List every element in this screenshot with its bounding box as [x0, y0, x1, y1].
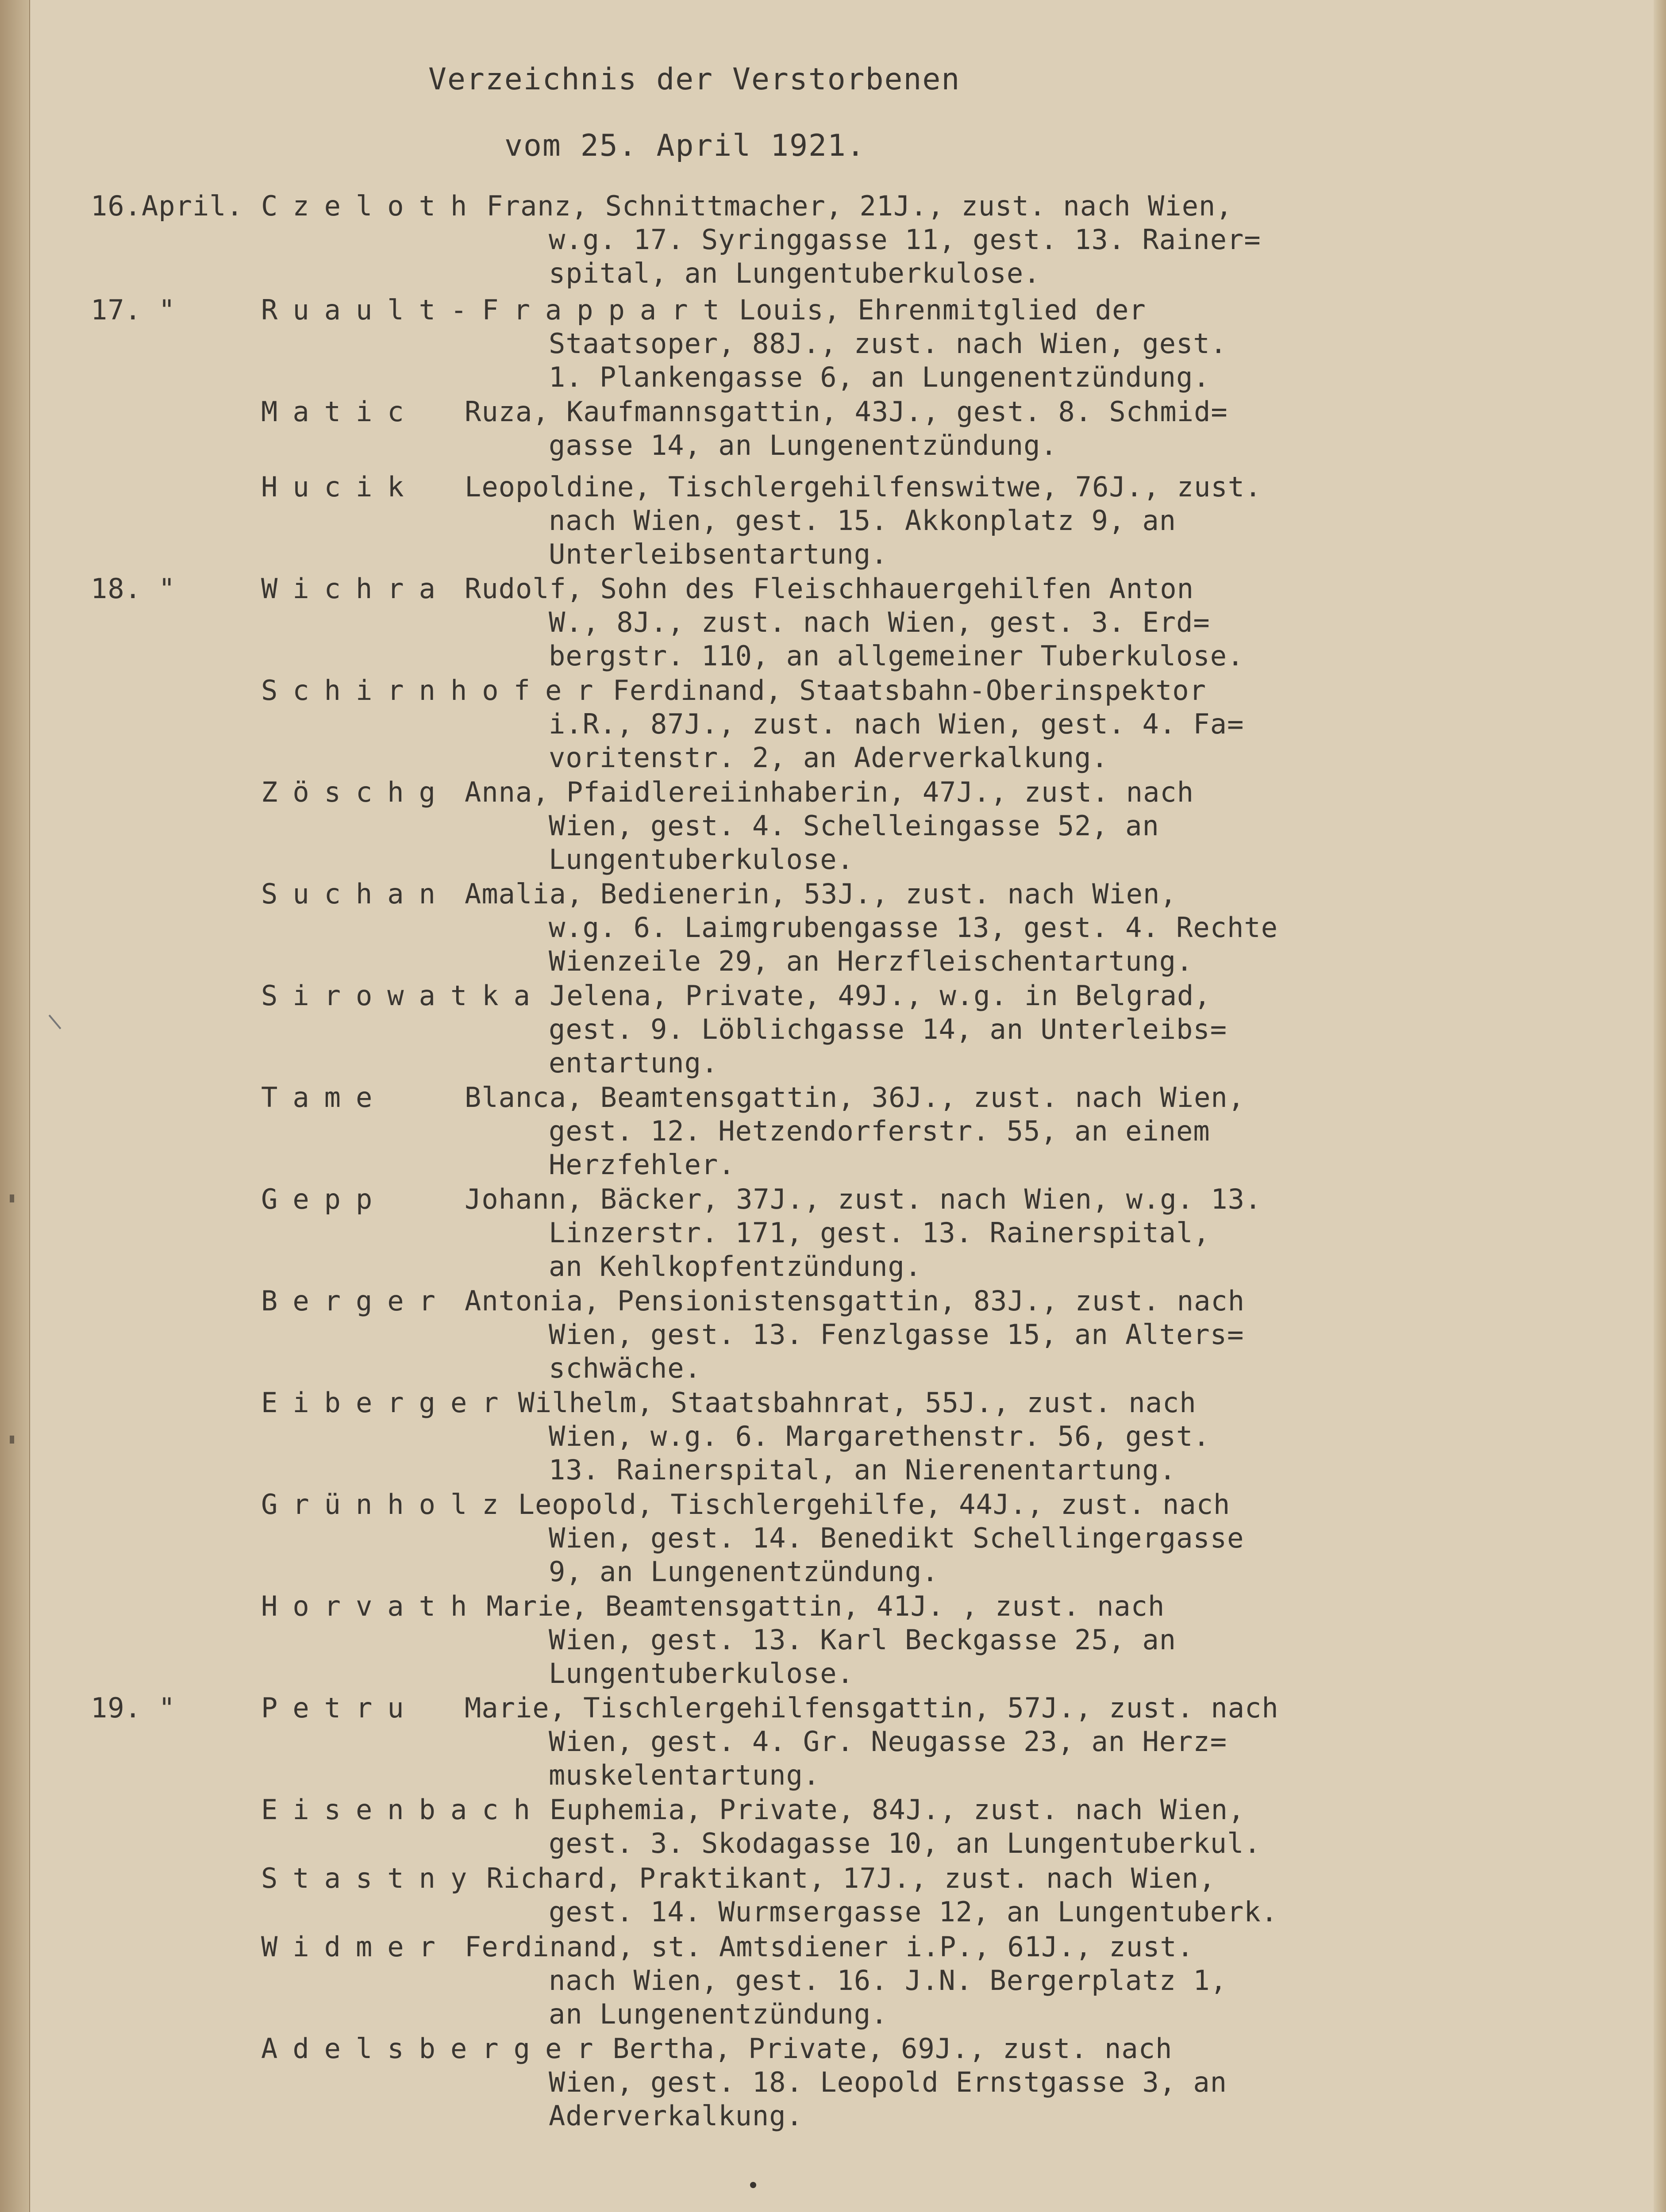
entry-text-line: Linzerstr. 171, gest. 13. Rainerspital,: [549, 1217, 1210, 1249]
entry-text-line: Bertha, Private, 69J., zust. nach: [612, 2032, 1173, 2065]
entry-text-line: Unterleibsentartung.: [549, 538, 888, 570]
entry-surname: Hucik: [261, 471, 419, 503]
entry-text-line: Lungentuberkulose.: [549, 843, 854, 876]
entry-text-line: i.R., 87J., zust. nach Wien, gest. 4. Fa=: [549, 708, 1244, 740]
margin-tick: [49, 1014, 62, 1029]
entry-text-line: Herzfehler.: [549, 1148, 735, 1181]
entry-text-line: Louis, Ehrenmitglied der: [739, 294, 1146, 326]
entry-surname: Matic: [261, 396, 419, 428]
entry-text-line: Leopold, Tischlergehilfe, 44J., zust. nach: [518, 1488, 1231, 1521]
entry-text-line: Wilhelm, Staatsbahnrat, 55J., zust. nach: [518, 1386, 1197, 1419]
entry-text-line: Ferdinand, st. Amtsdiener i.P., 61J., zust.: [465, 1931, 1194, 1963]
entry-text-line: Marie, Tischlergehilfensgattin, 57J., zust. nach: [465, 1692, 1279, 1724]
entry-text-line: nach Wien, gest. 15. Akkonplatz 9, an: [549, 504, 1177, 537]
entry-text-line: gest. 3. Skodagasse 10, an Lungentuberkul.: [549, 1827, 1261, 1859]
entry-surname: Ruault-Frappart: [261, 294, 735, 326]
entry-text-line: voritenstr. 2, an Aderverkalkung.: [549, 741, 1108, 774]
entry-text-line: spital, an Lungentuberkulose.: [549, 257, 1041, 289]
entry-surname: Grünholz: [261, 1488, 514, 1521]
entry-text-line: Euphemia, Private, 84J., zust. nach Wien,: [549, 1793, 1245, 1826]
entry-text-line: 13. Rainerspital, an Nierenentartung.: [549, 1454, 1177, 1486]
entry-text-line: w.g. 6. Laimgrubengasse 13, gest. 4. Rechte: [549, 911, 1278, 944]
entry-text-line: Franz, Schnittmacher, 21J., zust. nach Wien,: [486, 190, 1233, 222]
entry-text-line: Marie, Beamtensgattin, 41J. , zust. nach: [486, 1590, 1165, 1622]
entry-text-line: Wienzeile 29, an Herzfleischentartung.: [549, 945, 1193, 977]
entry-text-line: Anna, Pfaidlereiinhaberin, 47J., zust. nach: [465, 776, 1194, 808]
entry-surname: Stastny: [261, 1862, 482, 1894]
entry-date: 16.April.: [91, 190, 243, 222]
entry-surname: Tame: [261, 1081, 388, 1114]
entry-text-line: gest. 14. Wurmsergasse 12, an Lungentuberk.: [549, 1896, 1278, 1928]
entry-text-line: bergstr. 110, an allgemeiner Tuberkulose.: [549, 640, 1244, 672]
margin-mark: [10, 1436, 14, 1444]
entry-text-line: entartung.: [549, 1047, 719, 1079]
entry-surname: Horvath: [261, 1590, 482, 1622]
entry-text-line: gasse 14, an Lungenentzündung.: [549, 429, 1058, 461]
entry-text-line: w.g. 17. Syringgasse 11, gest. 13. Rainer=: [549, 223, 1261, 256]
entry-surname: Eisenbach: [261, 1793, 545, 1826]
entry-surname: Adelsberger: [261, 2032, 608, 2065]
entry-text-line: W., 8J., zust. nach Wien, gest. 3. Erd=: [549, 606, 1210, 638]
entry-date: 18. ": [91, 572, 176, 605]
entry-surname: Schirnhofer: [261, 674, 608, 707]
entry-text-line: Lungentuberkulose.: [549, 1657, 854, 1690]
entry-text-line: Jelena, Private, 49J., w.g. in Belgrad,: [549, 979, 1211, 1012]
entry-text-line: muskelentartung.: [549, 1759, 820, 1791]
entry-text-line: Wien, gest. 13. Karl Beckgasse 25, an: [549, 1624, 1177, 1656]
entry-text-line: gest. 12. Hetzendorferstr. 55, an einem: [549, 1115, 1210, 1147]
entry-surname: Suchan: [261, 878, 450, 910]
adjacent-page-edge: [0, 0, 30, 2212]
entry-text-line: Blanca, Beamtensgattin, 36J., zust. nach Wien,: [465, 1081, 1245, 1114]
entry-text-line: 1. Plankengasse 6, an Lungenentzündung.: [549, 361, 1210, 393]
entry-text-line: Aderverkalkung.: [549, 2100, 803, 2132]
entry-text-line: 9, an Lungenentzündung.: [549, 1555, 939, 1588]
entry-text-line: Ferdinand, Staatsbahn-Oberinspektor: [612, 674, 1207, 707]
page-end-dot: [750, 2182, 756, 2188]
entry-text-line: Amalia, Bedienerin, 53J., zust. nach Wien,: [465, 878, 1177, 910]
entry-text-line: Wien, gest. 18. Leopold Ernstgasse 3, an: [549, 2066, 1227, 2098]
entry-surname: Zöschg: [261, 776, 450, 808]
entry-text-line: an Lungenentzündung.: [549, 1998, 888, 2030]
entry-text-line: Richard, Praktikant, 17J., zust. nach Wien,: [486, 1862, 1216, 1894]
entry-surname: Wichra: [261, 572, 450, 605]
page-right-edge: [1654, 0, 1666, 2212]
entry-date: 17. ": [91, 294, 176, 326]
entry-text-line: Ruza, Kaufmannsgattin, 43J., gest. 8. Schmid=: [465, 396, 1228, 428]
entry-text-line: gest. 9. Löblichgasse 14, an Unterleibs=: [549, 1013, 1227, 1045]
entry-text-line: nach Wien, gest. 16. J.N. Bergerplatz 1,: [549, 1964, 1227, 1997]
entry-text-line: Rudolf, Sohn des Fleischhauergehilfen Anton: [465, 572, 1194, 605]
entry-text-line: Leopoldine, Tischlergehilfenswitwe, 76J., zust.: [465, 471, 1262, 503]
entry-surname: Berger: [261, 1285, 450, 1317]
entry-text-line: Wien, gest. 14. Benedikt Schellingergasse: [549, 1522, 1244, 1554]
entry-text-line: Johann, Bäcker, 37J., zust. nach Wien, w.g. 13.: [465, 1183, 1262, 1215]
entry-text-line: Staatsoper, 88J., zust. nach Wien, gest.: [549, 327, 1227, 360]
entry-text-line: Antonia, Pensionistensgattin, 83J., zust. nach: [465, 1285, 1245, 1317]
entry-surname: Eiberger: [261, 1386, 514, 1419]
entry-surname: Czeloth: [261, 190, 482, 222]
page-date: vom 25. April 1921.: [504, 128, 866, 163]
entry-text-line: Wien, gest. 4. Gr. Neugasse 23, an Herz=: [549, 1725, 1227, 1758]
entry-date: 19. ": [91, 1692, 176, 1724]
entry-surname: Gepp: [261, 1183, 388, 1215]
entry-surname: Petru: [261, 1692, 419, 1724]
margin-mark: [10, 1194, 14, 1202]
entry-text-line: Wien, gest. 4. Schelleingasse 52, an: [549, 810, 1159, 842]
page-title: Verzeichnis der Verstorbenen: [428, 62, 961, 97]
entry-text-line: Wien, w.g. 6. Margarethenstr. 56, gest.: [549, 1420, 1210, 1452]
entry-text-line: an Kehlkopfentzündung.: [549, 1250, 922, 1283]
entry-surname: Sirowatka: [261, 979, 545, 1012]
entry-text-line: Wien, gest. 13. Fenzlgasse 15, an Alters=: [549, 1318, 1244, 1351]
entry-surname: Widmer: [261, 1931, 450, 1963]
entry-text-line: schwäche.: [549, 1352, 701, 1384]
